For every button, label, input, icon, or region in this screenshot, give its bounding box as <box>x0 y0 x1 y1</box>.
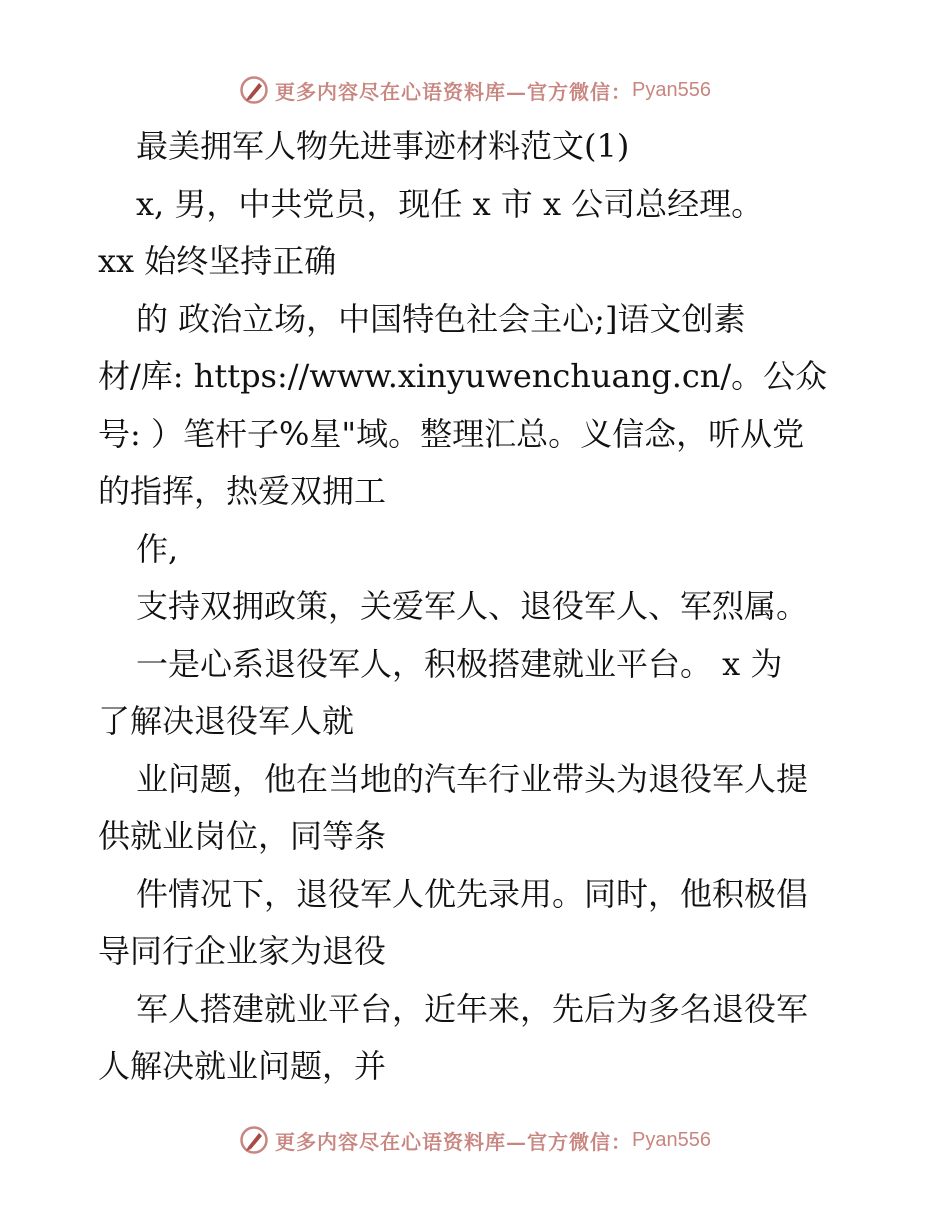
text-line: 一是心系退役军人，积极搭建就业平台。 x 为 <box>136 644 783 683</box>
text-line: x, 男，中共党员，现任 x 市 x 公司总经理。 <box>136 184 764 223</box>
text-line: 供就业岗位，同等条 <box>98 817 387 855</box>
text-line: 军人搭建就业平台，近年来，先后为多名退役军 <box>136 989 809 1028</box>
text-line: 作, <box>136 529 179 568</box>
text-line: 了解决退役军人就 <box>98 702 355 740</box>
text-line: 业问题，他在当地的汽车行业带头为退役军人提 <box>136 759 809 798</box>
text-line: 材/库: https://www.xinyuwenchuang.cn/。公众 <box>98 357 828 395</box>
document-body <box>98 118 868 1096</box>
pen-logo-icon <box>239 75 269 105</box>
text-line: 人解决就业问题，并 <box>98 1047 387 1085</box>
text-line: 最美拥军人物先进事迹材料范文(1) <box>136 127 630 165</box>
footer-watermark <box>0 1120 950 1160</box>
watermark-id: Pyan556 <box>632 1128 711 1151</box>
text-line: 导同行企业家为退役 <box>98 932 387 970</box>
text-line: xx 始终坚持正确 <box>98 242 337 280</box>
watermark-text: 更多内容尽在心语资料库—官方微信： <box>275 79 633 104</box>
text-line: 件情况下，退役军人优先录用。同时，他积极倡 <box>136 874 809 913</box>
text-line: 的 政治立场，中国特色社会主心;]语文创素 <box>136 299 746 338</box>
header-watermark <box>0 70 950 110</box>
text-line: 的指挥，热爱双拥工 <box>98 472 387 510</box>
text-line: 支持双拥政策，关爱军人、退役军人、军烈属。 <box>136 587 809 625</box>
watermark-text: 更多内容尽在心语资料库—官方微信： <box>275 1129 633 1154</box>
pen-logo-icon <box>239 1125 269 1155</box>
watermark-id: Pyan556 <box>632 78 711 101</box>
text-line: 号: ）笔杆子%星"域。整理汇总。义信念，听从党 <box>98 414 805 453</box>
